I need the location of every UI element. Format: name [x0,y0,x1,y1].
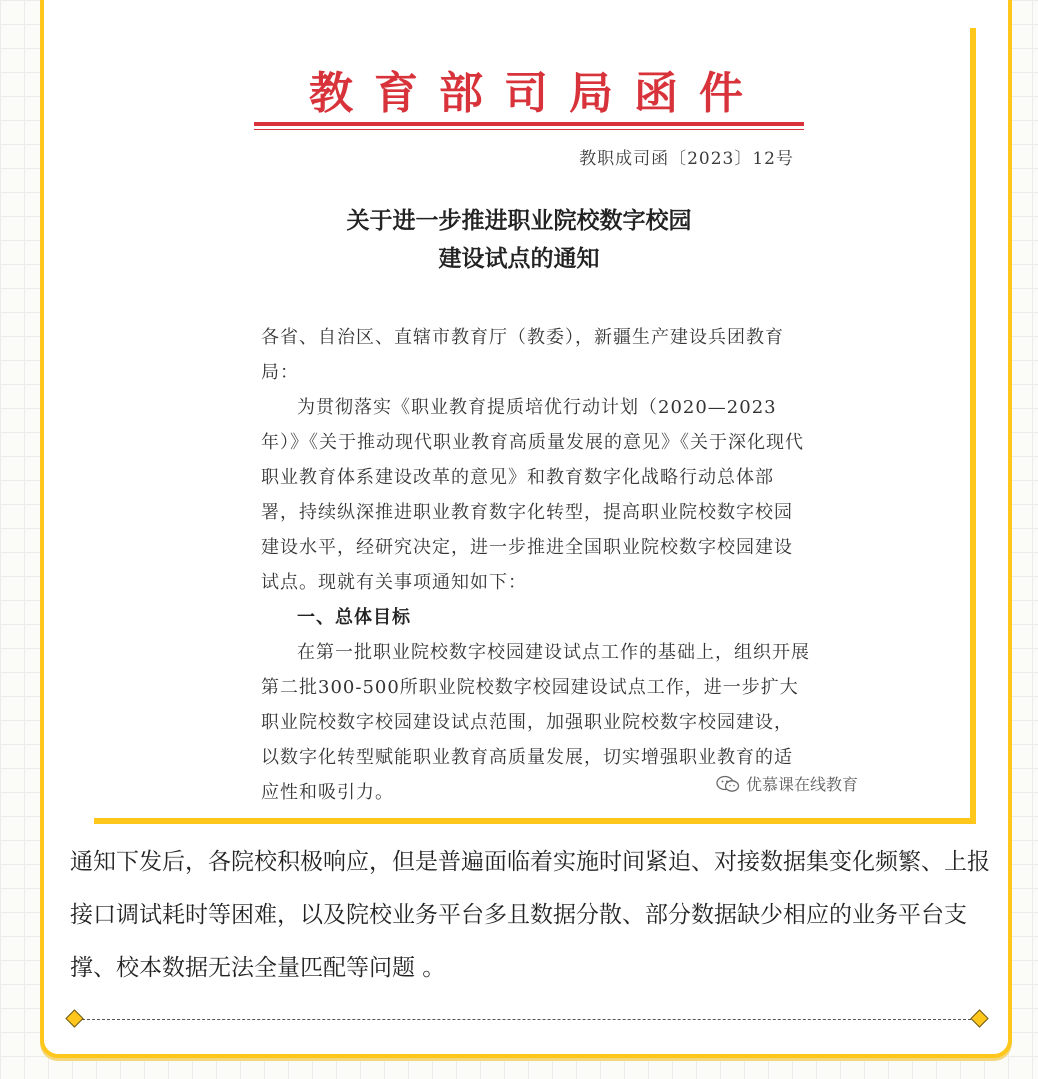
letterhead-rule-thin [254,129,804,130]
dashed-divider [82,1019,976,1020]
letterhead-rule-thick [254,122,804,126]
watermark-text: 优慕课在线教育 [746,775,859,794]
official-letter-image [104,30,969,818]
document-title-line-1: 关于进一步推进职业院校数字校园 [346,207,692,234]
document-title [104,202,934,278]
paragraph-2: 在第一批职业院校数字校园建设试点工作的基础上，组织开展第二批300-500所职业院校数字校园建设试点工作，进一步扩大职业院校数字校园建设试点范围，加强职业院校数字校园建设，以数字化转型赋能职业教育高质量发展，切实增强职业教育的适应性和吸引力。 [261,642,810,803]
document-number: 教职成司函〔2023〕12号 [579,149,794,169]
wechat-icon [716,775,740,793]
section-heading-1: 一、总体目标 [297,607,411,628]
letterhead: 教育部司局函件 [309,68,764,119]
document-title-line-2: 建设试点的通知 [438,245,600,272]
summary-paragraph: 通知下发后，各院校积极响应，但是普遍面临着实施时间紧迫、对接数据集变化频繁、上报接口调试耗时等困难，以及院校业务平台多且数据分散、部分数据缺少相应的业务平台支撑、校本数据无法全量匹配等问题 。 [70,849,990,981]
salutation: 各省、自治区、直辖市教育厅（教委），新疆生产建设兵团教育局： [261,327,784,383]
watermark [716,772,858,795]
paragraph-1: 为贯彻落实《职业教育提质培优行动计划（2020—2023年）》《关于推动现代职业教育高质量发展的意见》《关于深化现代职业教育体系建设改革的意见》和教育数字化战略行动总体部署，持续纵深推进职业教育数字化转型，提高职业院校数字校园建设水平，经研究决定，进一步推进全国职业院校数字校园建设试点。现就有关事项通知如下： [261,397,804,593]
document-body [261,320,811,810]
